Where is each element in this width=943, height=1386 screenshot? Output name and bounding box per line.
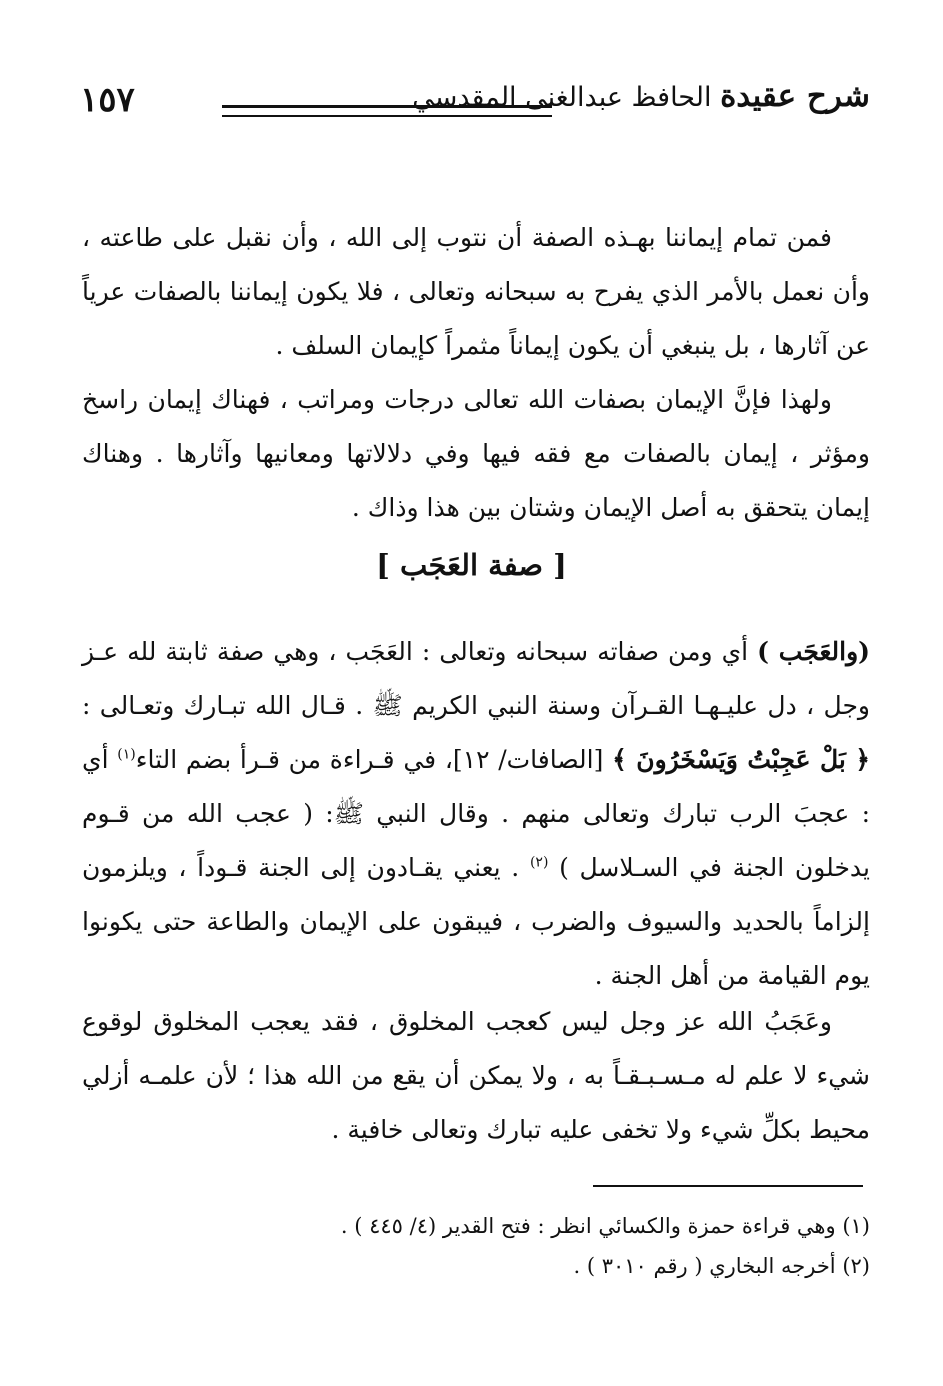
quran-verse: ﴿ بَلْ عَجِبْتُ وَيَسْخَرُونَ ﴾	[612, 745, 870, 774]
paragraph-4	[82, 995, 870, 1157]
page-header	[80, 70, 870, 130]
defined-term: (والعَجَب )	[757, 637, 870, 666]
paragraph-1	[82, 211, 870, 373]
paragraph-1-text: فمن تمام إيماننا بهـذه الصفة أن نتوب إلى الله ، وأن نقبل على طاعته ، وأن نعمل بالأمر الذي يفرح به سبحانه وتعالى ، فلا يكون إيماننا بالصفات عرياً عن آثارها ، بل ينبغي أن يكون إيماناً مثمراً كإيمان السلف .	[82, 223, 870, 360]
footnotes	[82, 1206, 870, 1286]
paragraph-3-text-d: . يعني يقـادون إلى الجنة قـوداً ، ويلزمون إلزاماً بالحديد والسيوف والضرب ، فيبقون على الإيمان والطاعة حتى يكونوا يوم القيامة من أهل الجنة .	[82, 853, 870, 990]
paragraph-3-text-a: أي ومن صفاته سبحانه وتعالى : العَجَب ، وهي صفة ثابتة لله عـز وجل ، دل عليـهـا القـرآن وسنة النبي الكريم ﷺ . قـال الله تبـارك وتعـالى :	[82, 637, 870, 720]
section-heading: [ صفة العَجَب ]	[376, 548, 567, 582]
footnote-ref-2[interactable]: (٢)	[529, 854, 549, 871]
running-title	[412, 78, 870, 114]
running-title-bold: شرح عقيدة	[720, 78, 870, 114]
footnote-2: (٢) أخرجه البخاري ( رقم ٣٠١٠ ) .	[573, 1254, 870, 1278]
paragraph-3-text-c: أي : عجبَ الرب تبارك وتعالى منهم . وقال النبي ﷺ: ( عجب الله من قـوم يدخلون الجنة في السـلاسل )	[82, 745, 870, 882]
footnote-1: (١) وهي قراءة حمزة والكسائي انظر : فتح القدير (٤/ ٤٤٥ ) .	[340, 1214, 870, 1238]
paragraph-2	[82, 373, 870, 535]
paragraph-2-text: ولهذا فإنَّ الإيمان بصفات الله تعالى درجات ومراتب ، فهناك إيمان راسخ ومؤثر ، إيمان بالصفات مع فقه فيها وفي دلالاتها ومعانيها وآثارها . وهناك إيمان يتحقق به أصل الإيمان وشتان بين هذا وذاك .	[82, 385, 870, 522]
running-title-rest: الحافظ عبدالغنى المقدسي	[412, 82, 712, 113]
page-number: ١٥٧	[80, 80, 135, 120]
paragraph-4-text: وعَجَبُ الله عز وجل ليس كعجب المخلوق ، فقد يعجب المخلوق لوقوع شيء لا علم له مـسـبـقـاً به ، ولا يمكن أن يقع من الله هذا ؛ لأن علمـه أزلي محيط بكلِّ شيء ولا تخفى عليه تبارك وتعالى خافية .	[82, 1007, 870, 1144]
footnote-divider	[593, 1185, 863, 1187]
paragraph-3-text-b: [الصافات/ ١٢]، في قـراءة من قـرأ بضم التاء	[135, 745, 604, 774]
paragraph-3	[82, 625, 870, 1003]
footnote-ref-1[interactable]: (١)	[117, 746, 136, 763]
